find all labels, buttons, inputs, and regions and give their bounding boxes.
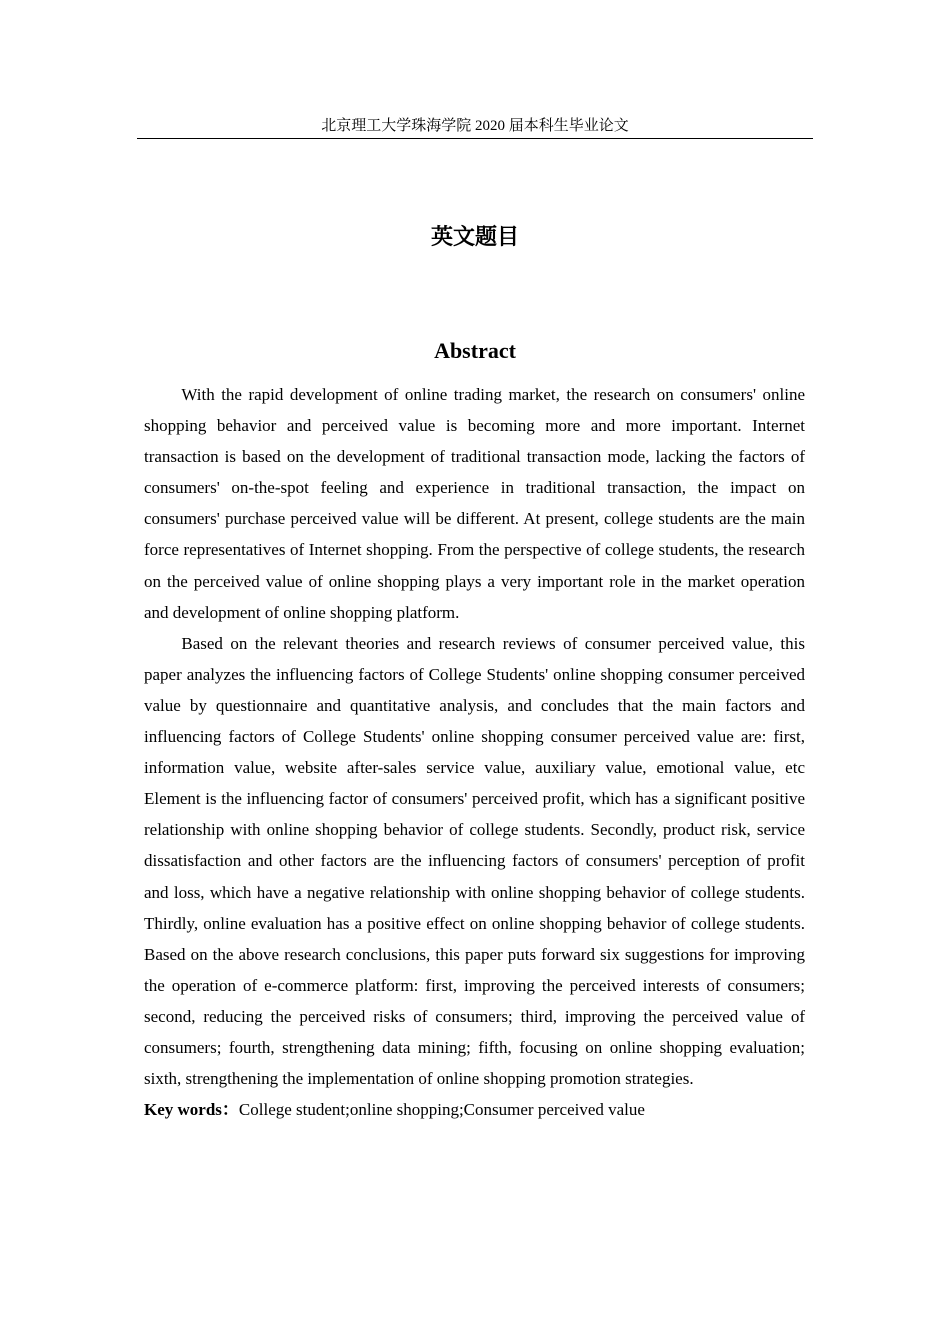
keywords-line [144,1094,805,1125]
running-header: 北京理工大学珠海学院 2020 届本科生毕业论文 [137,116,813,139]
abstract-heading: Abstract [434,338,516,363]
abstract-paragraph-2: Based on the relevant theories and research reviews of consumer perceived value, this paper analyzes the influencing factors of College Students' online shopping consumer perceived value by questionnaire and quantitative analysis, and concludes that the main factors and influencing factors of College Students' online shopping consumer perceived value are: first, information value, website after-sales service value, auxiliary value, emotional value, etc Element is the influencing factor of consumers' perceived profit, which has a significant positive relationship with online shopping behavior of college students. Secondly, product risk, service dissatisfaction and other factors are the influencing factors of consumers' perception of profit and loss, which have a negative relationship with online shopping behavior of college students. Thirdly, online evaluation has a positive effect on online shopping behavior of college students. Based on the above research conclusions, this paper puts forward six suggestions for improving the operation of e-commerce platform: first, improving the perceived interests of consumers; second, reducing the perceived risks of consumers; third, improving the perceived value of consumers; fourth, strengthening data mining; fifth, focusing on online shopping evaluation; sixth, strengthening the implementation of online shopping promotion strategies. [144,633,805,1089]
chinese-title: 英文题目 [430,225,519,250]
abstract-body [144,379,805,1125]
keywords-value: College student;online shopping;Consumer perceived value [238,1100,645,1120]
abstract-paragraph-1: With the rapid development of online trading market, the research on consumers' online shopping behavior and perceived value is becoming more and more important. Internet transaction is based on the development of traditional transaction mode, lacking the factors of consumers' on-the-spot feeling and experience in traditional transaction, the impact on consumers' purchase perceived value will be different. At present, college students are the main force representatives of Internet shopping. From the perspective of college students, the research on the perceived value of online shopping plays a very important role in the market operation and development of online shopping platform. [144,385,805,622]
keywords-label: Key words： [144,1100,239,1120]
